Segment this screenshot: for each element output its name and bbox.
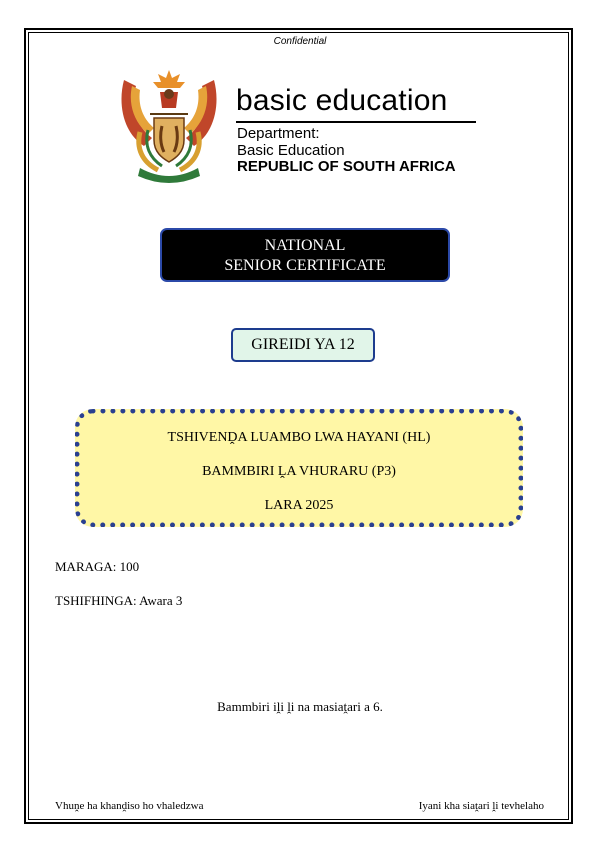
certificate-banner — [160, 228, 450, 282]
page-count-note: Bammbiri iḽi ḽi na masiaṱari a 6. — [217, 699, 383, 714]
footer-continue: Iyani kha siaṱari ḽi tevhelaho — [418, 800, 544, 812]
coat-of-arms-icon — [114, 62, 224, 184]
department-label: Department: — [237, 125, 320, 142]
marks-info: MARAGA: 100 — [55, 559, 140, 574]
subject-paper: BAMMBIRI ḼA VHURARU (P3) — [202, 464, 396, 479]
subject-session: LARA 2025 — [264, 498, 334, 513]
country-name: REPUBLIC OF SOUTH AFRICA — [237, 158, 456, 175]
brand-title: basic education — [236, 84, 448, 117]
department-name: Basic Education — [237, 142, 345, 159]
certificate-line1: NATIONAL — [264, 237, 346, 254]
brand-rule — [236, 121, 476, 123]
time-info: TSHIFHINGA: Awara 3 — [55, 593, 183, 608]
confidential-label: Confidential — [273, 36, 327, 47]
subject-language: TSHIVENḒA LUAMBO LWA HAYANI (HL) — [167, 430, 431, 445]
grade-badge: GIREIDI YA 12 — [231, 328, 375, 362]
footer-copyright: Vhuṋe ha khanḓiso ho vhaledzwa — [55, 800, 204, 812]
subject-panel — [75, 409, 523, 527]
certificate-line2: SENIOR CERTIFICATE — [224, 257, 386, 274]
